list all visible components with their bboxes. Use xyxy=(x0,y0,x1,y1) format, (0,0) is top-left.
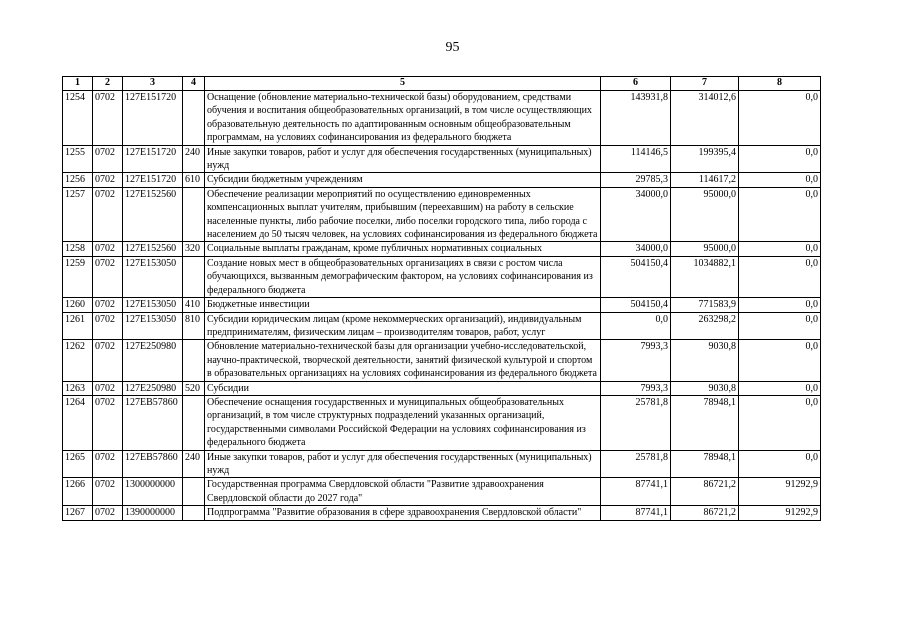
expense-type-cell: 410 xyxy=(183,298,205,312)
item-name-cell: Иные закупки товаров, работ и услуг для обеспечения государственных (муниципальных) нужд xyxy=(205,145,601,173)
table-row xyxy=(63,312,821,340)
page-number: 95 xyxy=(445,40,460,55)
row-number-cell: 1267 xyxy=(63,506,93,520)
expense-type-cell xyxy=(183,506,205,520)
row-number-cell: 1257 xyxy=(63,187,93,242)
table-body xyxy=(63,91,821,521)
section-code-cell: 0702 xyxy=(93,395,123,450)
table-row xyxy=(63,187,821,242)
section-code-cell: 0702 xyxy=(93,381,123,395)
target-article-cell: 127E151720 xyxy=(123,145,183,173)
amount-col8-cell: 0,0 xyxy=(739,187,821,242)
table-row xyxy=(63,242,821,256)
expense-type-cell: 610 xyxy=(183,173,205,187)
amount-col8-cell: 0,0 xyxy=(739,381,821,395)
section-code-cell: 0702 xyxy=(93,91,123,146)
amount-col6-cell: 34000,0 xyxy=(601,242,671,256)
item-name-cell: Создание новых мест в общеобразовательных организациях в связи с ростом числа обучающихся, вызванным демографическим фактором, на условиях софинансирования из федерального бюджета xyxy=(205,256,601,297)
amount-col8-cell: 0,0 xyxy=(739,173,821,187)
row-number-cell: 1258 xyxy=(63,242,93,256)
table-row xyxy=(63,450,821,478)
column-header: 4 xyxy=(183,77,205,91)
amount-col7-cell: 263298,2 xyxy=(671,312,739,340)
row-number-cell: 1255 xyxy=(63,145,93,173)
target-article-cell: 1300000000 xyxy=(123,478,183,506)
table-row xyxy=(63,145,821,173)
target-article-cell: 1390000000 xyxy=(123,506,183,520)
amount-col7-cell: 95000,0 xyxy=(671,242,739,256)
amount-col7-cell: 771583,9 xyxy=(671,298,739,312)
amount-col7-cell: 78948,1 xyxy=(671,395,739,450)
amount-col8-cell: 0,0 xyxy=(739,312,821,340)
item-name-cell: Обновление материально-технической базы для организации учебно-исследовательской, научно-практической, творческой деятельности, занятий физической культурой и спортом в образовательных организациях на условиях софинансирования из федерального бюджета xyxy=(205,340,601,381)
section-code-cell: 0702 xyxy=(93,450,123,478)
expense-type-cell xyxy=(183,478,205,506)
amount-col7-cell: 95000,0 xyxy=(671,187,739,242)
item-name-cell: Обеспечение реализации мероприятий по осуществлению единовременных компенсационных выплат учителям, прибывшим (переехавшим) на работу в сельские населенные пункты, либо рабочие поселки, либо поселки городского типа, либо города с населением до 50 тысяч человек, на условиях софинансирования из федерального бюджета xyxy=(205,187,601,242)
item-name-cell: Обеспечение оснащения государственных и муниципальных общеобразовательных организаций, в том числе структурных подразделений указанных организаций, государственными символами Российской Федерации на условиях софинансирования из федерального бюджета xyxy=(205,395,601,450)
item-name-cell: Иные закупки товаров, работ и услуг для обеспечения государственных (муниципальных) нужд xyxy=(205,450,601,478)
section-code-cell: 0702 xyxy=(93,340,123,381)
target-article-cell: 127E153050 xyxy=(123,312,183,340)
amount-col6-cell: 87741,1 xyxy=(601,478,671,506)
row-number-cell: 1256 xyxy=(63,173,93,187)
table-row xyxy=(63,256,821,297)
expense-type-cell: 240 xyxy=(183,450,205,478)
amount-col6-cell: 504150,4 xyxy=(601,298,671,312)
row-number-cell: 1262 xyxy=(63,340,93,381)
item-name-cell: Оснащение (обновление материально-технической базы) оборудованием, средствами обучения и воспитания общеобразовательных организаций, в том числе осуществляющих образовательную деятельность по адаптированным основным общеобразовательным программам, на условиях софинансирования из федерального бюджета xyxy=(205,91,601,146)
expense-type-cell xyxy=(183,395,205,450)
section-code-cell: 0702 xyxy=(93,173,123,187)
amount-col7-cell: 9030,8 xyxy=(671,381,739,395)
amount-col7-cell: 78948,1 xyxy=(671,450,739,478)
amount-col6-cell: 143931,8 xyxy=(601,91,671,146)
expense-type-cell: 320 xyxy=(183,242,205,256)
amount-col6-cell: 7993,3 xyxy=(601,381,671,395)
section-code-cell: 0702 xyxy=(93,478,123,506)
item-name-cell: Субсидии xyxy=(205,381,601,395)
table-row xyxy=(63,395,821,450)
table-row xyxy=(63,478,821,506)
section-code-cell: 0702 xyxy=(93,312,123,340)
target-article-cell: 127E151720 xyxy=(123,173,183,187)
item-name-cell: Бюджетные инвестиции xyxy=(205,298,601,312)
amount-col6-cell: 7993,3 xyxy=(601,340,671,381)
expense-type-cell xyxy=(183,256,205,297)
item-name-cell: Субсидии юридическим лицам (кроме некоммерческих организаций), индивидуальным предпринимателям, физическим лицам – производителям товаров, работ, услуг xyxy=(205,312,601,340)
target-article-cell: 127E153050 xyxy=(123,256,183,297)
amount-col7-cell: 114617,2 xyxy=(671,173,739,187)
column-header: 6 xyxy=(601,77,671,91)
table-row xyxy=(63,298,821,312)
column-header: 1 xyxy=(63,77,93,91)
item-name-cell: Подпрограмма "Развитие образования в сфере здравоохранения Свердловской области" xyxy=(205,506,601,520)
amount-col6-cell: 34000,0 xyxy=(601,187,671,242)
row-number-cell: 1254 xyxy=(63,91,93,146)
header-row xyxy=(63,77,821,91)
expense-type-cell: 240 xyxy=(183,145,205,173)
amount-col6-cell: 87741,1 xyxy=(601,506,671,520)
row-number-cell: 1261 xyxy=(63,312,93,340)
column-header: 7 xyxy=(671,77,739,91)
amount-col8-cell: 0,0 xyxy=(739,298,821,312)
table-row xyxy=(63,91,821,146)
table-row xyxy=(63,381,821,395)
table-row xyxy=(63,506,821,520)
target-article-cell: 127E250980 xyxy=(123,340,183,381)
target-article-cell: 127EB57860 xyxy=(123,395,183,450)
item-name-cell: Субсидии бюджетным учреждениям xyxy=(205,173,601,187)
target-article-cell: 127E153050 xyxy=(123,298,183,312)
amount-col7-cell: 9030,8 xyxy=(671,340,739,381)
section-code-cell: 0702 xyxy=(93,187,123,242)
amount-col8-cell: 91292,9 xyxy=(739,478,821,506)
amount-col8-cell: 0,0 xyxy=(739,450,821,478)
item-name-cell: Государственная программа Свердловской области "Развитие здравоохранения Свердловской области до 2027 года" xyxy=(205,478,601,506)
amount-col6-cell: 0,0 xyxy=(601,312,671,340)
table-row xyxy=(63,340,821,381)
section-code-cell: 0702 xyxy=(93,242,123,256)
amount-col8-cell: 0,0 xyxy=(739,91,821,146)
expense-type-cell: 520 xyxy=(183,381,205,395)
row-number-cell: 1264 xyxy=(63,395,93,450)
column-header: 2 xyxy=(93,77,123,91)
amount-col7-cell: 199395,4 xyxy=(671,145,739,173)
section-code-cell: 0702 xyxy=(93,145,123,173)
row-number-cell: 1259 xyxy=(63,256,93,297)
column-header: 8 xyxy=(739,77,821,91)
amount-col6-cell: 114146,5 xyxy=(601,145,671,173)
column-header: 3 xyxy=(123,77,183,91)
amount-col7-cell: 1034882,1 xyxy=(671,256,739,297)
target-article-cell: 127E151720 xyxy=(123,91,183,146)
target-article-cell: 127E152560 xyxy=(123,187,183,242)
row-number-cell: 1263 xyxy=(63,381,93,395)
section-code-cell: 0702 xyxy=(93,506,123,520)
section-code-cell: 0702 xyxy=(93,256,123,297)
amount-col8-cell: 91292,9 xyxy=(739,506,821,520)
section-code-cell: 0702 xyxy=(93,298,123,312)
expense-type-cell: 810 xyxy=(183,312,205,340)
row-number-cell: 1260 xyxy=(63,298,93,312)
item-name-cell: Социальные выплаты гражданам, кроме публичных нормативных социальных xyxy=(205,242,601,256)
amount-col7-cell: 86721,2 xyxy=(671,478,739,506)
amount-col8-cell: 0,0 xyxy=(739,242,821,256)
amount-col7-cell: 314012,6 xyxy=(671,91,739,146)
amount-col8-cell: 0,0 xyxy=(739,395,821,450)
amount-col8-cell: 0,0 xyxy=(739,145,821,173)
budget-table xyxy=(62,76,821,521)
amount-col6-cell: 504150,4 xyxy=(601,256,671,297)
amount-col6-cell: 25781,8 xyxy=(601,395,671,450)
amount-col8-cell: 0,0 xyxy=(739,340,821,381)
expense-type-cell xyxy=(183,91,205,146)
table-row xyxy=(63,173,821,187)
amount-col7-cell: 86721,2 xyxy=(671,506,739,520)
amount-col6-cell: 29785,3 xyxy=(601,173,671,187)
amount-col8-cell: 0,0 xyxy=(739,256,821,297)
target-article-cell: 127E152560 xyxy=(123,242,183,256)
amount-col6-cell: 25781,8 xyxy=(601,450,671,478)
row-number-cell: 1266 xyxy=(63,478,93,506)
expense-type-cell xyxy=(183,340,205,381)
expense-type-cell xyxy=(183,187,205,242)
row-number-cell: 1265 xyxy=(63,450,93,478)
column-header: 5 xyxy=(205,77,601,91)
target-article-cell: 127E250980 xyxy=(123,381,183,395)
target-article-cell: 127EB57860 xyxy=(123,450,183,478)
